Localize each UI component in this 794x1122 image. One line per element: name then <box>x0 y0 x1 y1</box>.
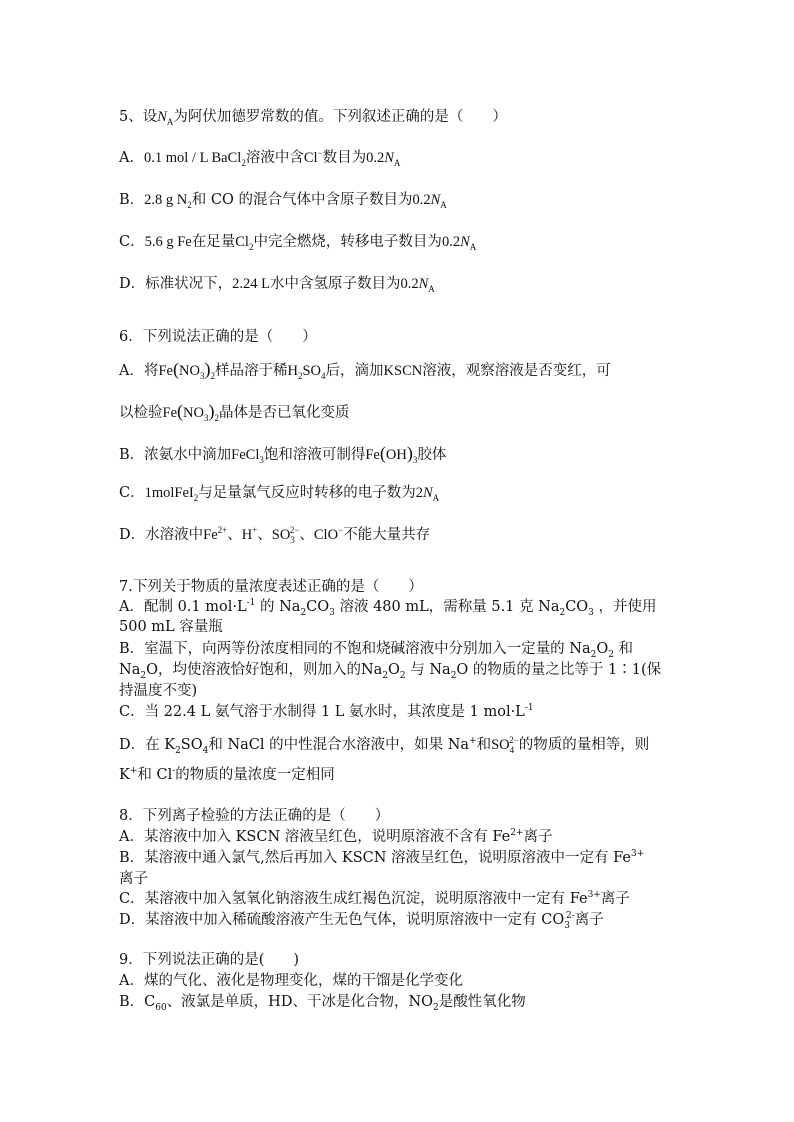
q7-option-d-line2: K+和 Cl-的物质的量浓度一定相同 <box>119 766 335 783</box>
q8-option-b-line2: 离子 <box>119 871 148 887</box>
q7-option-b-line2: $Na_2O$，均使溶液恰好饱和，则加入的$Na_2O_2$ 与 $Na_2O$ 的物质的量之比等于 1∶1(保 <box>119 662 662 681</box>
q7-option-a-line2: 500 mL 容量瓶 <box>119 619 223 635</box>
q8-option-d: D．某溶液中加入稀硫酸溶液产生无色气体，说明原溶液中一定有 $CO_3^{2-}$离子 <box>119 911 604 931</box>
q7-option-c: C．当 22.4 L 氨气溶于水制得 1 L 氨水时，其浓度是 1 $mol\cdot L^{-1}$ <box>119 703 534 720</box>
q7-option-a-line1: A．配制 0.1 $mol\cdot L^{-1}$ 的 $Na_2CO_3$ 溶液 480 mL，需称量 5.1 克 $Na_2CO_3$ ，并使用 <box>119 598 657 618</box>
q6-option-d: D．水溶液中$Fe^{2+}$、H+、$SO_3^{2-}$、ClO−不能大量共存 <box>119 525 431 545</box>
q9-option-b: B．$C_{60}$、液氯是单质，HD、干冰是化合物，$NO_2$是酸性氧化物 <box>119 994 526 1013</box>
q8-stem: 8．下列离子检验的方法正确的是（ ） <box>119 808 390 824</box>
q8-option-c: C．某溶液中加入氢氧化钠溶液生成红褐色沉淀，说明原溶液中一定有 $Fe^{3+}$离子 <box>119 890 630 907</box>
q9-option-a: A．煤的气化、液化是物理变化，煤的干馏是化学变化 <box>119 973 463 989</box>
q6-option-c: C．1molFeI$_2$与足量氯气反应时转移的电子数为$2N_A$ <box>119 485 440 503</box>
q6-stem: 6．下列说法正确的是（ ） <box>119 329 317 345</box>
q6-option-a-line1: A．将$Fe(NO_3)_2$样品溶于稀$H_2SO_4$后，滴加KSCN溶液，观察溶液是否变红，可 <box>119 359 611 381</box>
q5-option-b: B．2.8 g $N_2$和 CO 的混合气体中含原子数目为$0.2N_A$ <box>119 192 447 210</box>
q6-option-b: B．浓氨水中滴加FeCl$_3$饱和溶液可制得$Fe(OH)_3$胶体 <box>119 443 447 465</box>
q7-option-b-line3: 持温度不变) <box>119 683 198 699</box>
q8-option-a: A．某溶液中加入 KSCN 溶液呈红色，说明原溶液不含有 $Fe^{2+}$离子 <box>119 828 553 845</box>
q5-option-a: A．0.1 mol / L BaCl$_2$溶液中含Cl−数目为$0.2N_A$ <box>119 148 401 168</box>
q5-option-c: C．5.6 g Fe在足量$Cl_2$中完全燃烧，转移电子数目为$0.2N_A$ <box>119 234 477 252</box>
q7-option-b-line1: B．室温下，向两等份浓度相同的不饱和烧碱溶液中分别加入一定量的 $Na_2O_2$ 和 <box>119 641 634 660</box>
q8-option-b-line1: B．某溶液中通入氯气,然后再加入 KSCN 溶液呈红色，说明原溶液中一定有 $Fe^{3+}$ <box>119 849 645 866</box>
q7-stem: 7.下列关于物质的量浓度表述正确的是（ ） <box>119 579 423 595</box>
q6-option-a-line2: 以检验$Fe(NO_3)_2$晶体是否已氧化变质 <box>119 401 350 423</box>
q5-option-d: D．标准状况下，2.24 L水中含氢原子数目为$0.2N_A$ <box>119 276 435 294</box>
q9-stem: 9．下列说法正确的是( ) <box>119 952 300 968</box>
q5-stem: 5、设$N_A$为阿伏加德罗常数的值。下列叙述正确的是（ ） <box>119 109 507 127</box>
q7-option-d-line1: D．在 $K_2SO_4$和 NaCl 的中性混合水溶液中，如果 Na+和$SO_4^{2-}$的物质的量相等，则 <box>119 735 650 756</box>
